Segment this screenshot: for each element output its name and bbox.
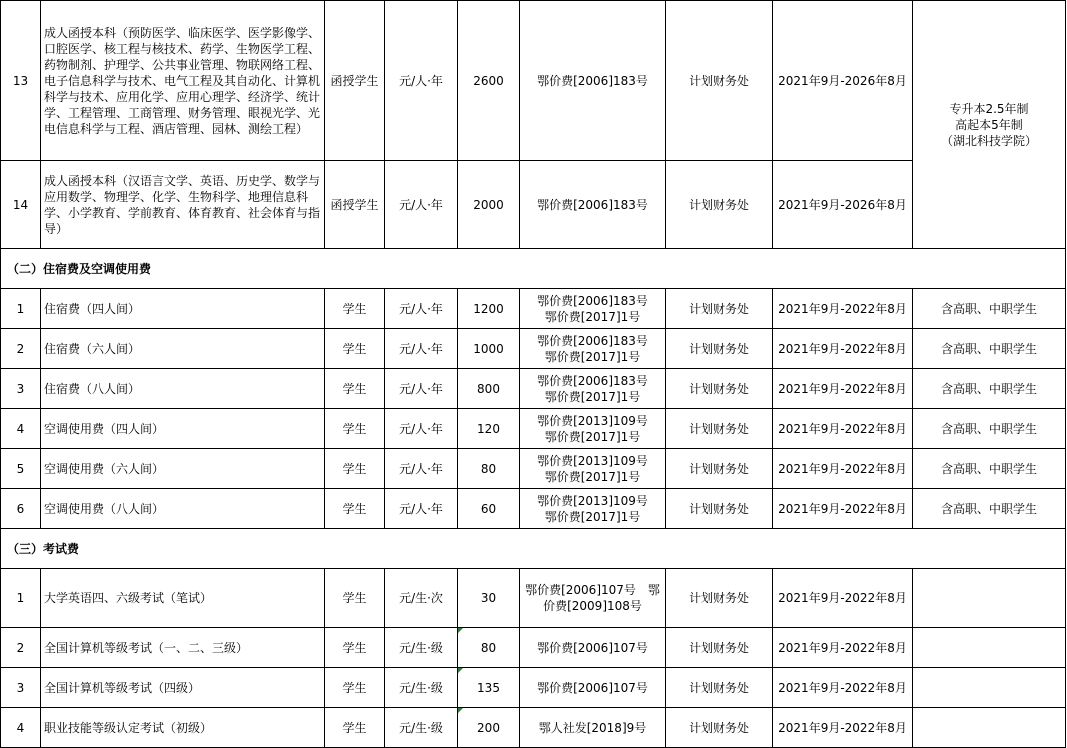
charge-department: 计划财务处 xyxy=(666,668,773,708)
table-row xyxy=(1,628,1066,668)
charge-period: 2021年9月-2022年8月 xyxy=(773,489,913,529)
charge-department: 计划财务处 xyxy=(666,708,773,748)
charge-department: 计划财务处 xyxy=(666,1,773,161)
charge-amount: 1200 xyxy=(458,289,520,329)
charge-period: 2021年9月-2022年8月 xyxy=(773,369,913,409)
row-number: 3 xyxy=(1,668,41,708)
charge-department: 计划财务处 xyxy=(666,329,773,369)
charge-amount: 80 xyxy=(458,449,520,489)
fee-item: 全国计算机等级考试（四级） xyxy=(41,668,325,708)
row-number: 1 xyxy=(1,289,41,329)
charge-period: 2021年9月-2026年8月 xyxy=(773,161,913,249)
basis-line: 鄂价费[2017]1号 xyxy=(544,389,641,404)
remark-cell xyxy=(913,1,1066,249)
charge-object: 学生 xyxy=(325,289,385,329)
remark-line: （湖北科技学院） xyxy=(940,133,1037,148)
charge-amount: 800 xyxy=(458,369,520,409)
charge-department: 计划财务处 xyxy=(666,161,773,249)
charge-object: 学生 xyxy=(325,628,385,668)
charge-amount: 60 xyxy=(458,489,520,529)
remark: 含高职、中职学生 xyxy=(913,409,1066,449)
remark: 含高职、中职学生 xyxy=(913,489,1066,529)
remark xyxy=(913,668,1066,708)
remark-line: 专升本2.5年制 xyxy=(949,101,1029,116)
fee-item: 职业技能等级认定考试（初级） xyxy=(41,708,325,748)
charge-period: 2021年9月-2022年8月 xyxy=(773,708,913,748)
section-header xyxy=(1,249,1066,289)
fee-item: 全国计算机等级考试（一、二、三级） xyxy=(41,628,325,668)
charge-object: 学生 xyxy=(325,409,385,449)
charge-object: 函授学生 xyxy=(325,161,385,249)
basis-line: 鄂价费[2006]107号 鄂 xyxy=(525,583,660,597)
charge-amount: 80 xyxy=(458,628,520,668)
charge-basis xyxy=(520,329,666,369)
fee-item: 空调使用费（四人间） xyxy=(41,409,325,449)
charge-object: 学生 xyxy=(325,369,385,409)
charge-period: 2021年9月-2022年8月 xyxy=(773,628,913,668)
charge-amount: 2000 xyxy=(458,161,520,249)
remark xyxy=(913,628,1066,668)
table-row xyxy=(1,329,1066,369)
row-number: 4 xyxy=(1,708,41,748)
charge-amount: 135 xyxy=(458,668,520,708)
basis-line: 鄂价费[2013]109号 xyxy=(537,453,648,468)
charge-department: 计划财务处 xyxy=(666,628,773,668)
charge-unit: 元/人·年 xyxy=(385,1,458,161)
section-body xyxy=(1,569,1066,748)
remark: 含高职、中职学生 xyxy=(913,449,1066,489)
charge-period: 2021年9月-2022年8月 xyxy=(773,289,913,329)
table-row xyxy=(1,668,1066,708)
charge-department: 计划财务处 xyxy=(666,409,773,449)
table-row xyxy=(1,369,1066,409)
basis-line: 鄂价费[2013]109号 xyxy=(537,493,648,508)
charge-department: 计划财务处 xyxy=(666,289,773,329)
table-row xyxy=(1,569,1066,628)
table-row xyxy=(1,708,1066,748)
charge-basis: 鄂价费[2006]183号 xyxy=(520,1,666,161)
basis-line: 鄂价费[2006]183号 xyxy=(537,373,648,388)
remark: 含高职、中职学生 xyxy=(913,329,1066,369)
charge-object: 学生 xyxy=(325,668,385,708)
row-number: 4 xyxy=(1,409,41,449)
charge-basis: 鄂价费[2006]183号 xyxy=(520,161,666,249)
charge-period: 2021年9月-2026年8月 xyxy=(773,1,913,161)
basis-line: 鄂价费[2006]183号 xyxy=(537,293,648,308)
fee-item: 住宿费（八人间） xyxy=(41,369,325,409)
charge-unit: 元/人·年 xyxy=(385,409,458,449)
charge-amount: 1000 xyxy=(458,329,520,369)
row-number: 2 xyxy=(1,628,41,668)
basis-line: 鄂价费[2006]183号 xyxy=(537,333,648,348)
charge-object: 函授学生 xyxy=(325,1,385,161)
charge-period: 2021年9月-2022年8月 xyxy=(773,668,913,708)
fee-item: 住宿费（六人间） xyxy=(41,329,325,369)
fee-item: 住宿费（四人间） xyxy=(41,289,325,329)
charge-period: 2021年9月-2022年8月 xyxy=(773,409,913,449)
table-row xyxy=(1,409,1066,449)
row-number: 1 xyxy=(1,569,41,628)
charge-unit: 元/生·级 xyxy=(385,668,458,708)
basis-line: 鄂价费[2017]1号 xyxy=(544,349,641,364)
section-header xyxy=(1,529,1066,569)
basis-line: 鄂价费[2017]1号 xyxy=(544,469,641,484)
section-title: （三）考试费 xyxy=(1,529,1066,569)
charge-department: 计划财务处 xyxy=(666,489,773,529)
row-number: 6 xyxy=(1,489,41,529)
charge-object: 学生 xyxy=(325,329,385,369)
fee-item: 大学英语四、六级考试（笔试） xyxy=(41,569,325,628)
fee-item: 空调使用费（八人间） xyxy=(41,489,325,529)
fee-item: 成人函授本科（预防医学、临床医学、医学影像学、口腔医学、核工程与核技术、药学、生物医学工程、药物制剂、护理学、公共事业管理、物联网络工程、电子信息科学与技术、电气工程及其自动化、计算机科学与技术、应用化学、应用心理学、经济学、统计学、工程管理、工商管理、财务管理、眼视光学、光电信息科学与工程、酒店管理、园林、测绘工程） xyxy=(41,1,325,161)
charge-department: 计划财务处 xyxy=(666,569,773,628)
charge-unit: 元/人·年 xyxy=(385,449,458,489)
charge-unit: 元/人·年 xyxy=(385,369,458,409)
table-row xyxy=(1,161,1066,249)
charge-unit: 元/生·级 xyxy=(385,628,458,668)
charge-amount: 200 xyxy=(458,708,520,748)
basis-line: 鄂价费[2006]107号 xyxy=(537,640,648,655)
charge-department: 计划财务处 xyxy=(666,369,773,409)
charge-unit: 元/人·年 xyxy=(385,161,458,249)
row-number: 2 xyxy=(1,329,41,369)
charge-amount: 30 xyxy=(458,569,520,628)
table-row xyxy=(1,289,1066,329)
section-title: （二）住宿费及空调使用费 xyxy=(1,249,1066,289)
row-number: 5 xyxy=(1,449,41,489)
charge-basis xyxy=(520,569,666,628)
basis-line: 鄂人社发[2018]9号 xyxy=(538,720,647,735)
charge-unit: 元/生·级 xyxy=(385,708,458,748)
basis-line: 鄂价费[2017]1号 xyxy=(544,429,641,444)
remark xyxy=(913,569,1066,628)
row-number: 13 xyxy=(1,1,41,161)
charge-period: 2021年9月-2022年8月 xyxy=(773,329,913,369)
charge-basis xyxy=(520,369,666,409)
charge-amount: 2600 xyxy=(458,1,520,161)
charge-basis xyxy=(520,409,666,449)
charge-basis xyxy=(520,708,666,748)
basis-line: 鄂价费[2006]107号 xyxy=(537,680,648,695)
basis-line: 价费[2009]108号 xyxy=(543,599,642,613)
section-body xyxy=(1,289,1066,529)
charge-basis xyxy=(520,628,666,668)
remark-line: 高起本5年制 xyxy=(955,117,1023,132)
charge-amount: 120 xyxy=(458,409,520,449)
table-row xyxy=(1,489,1066,529)
charge-object: 学生 xyxy=(325,449,385,489)
charge-department: 计划财务处 xyxy=(666,449,773,489)
fee-item: 成人函授本科（汉语言文学、英语、历史学、数学与应用数学、物理学、化学、生物科学、地理信息科学、小学教育、学前教育、体育教育、社会体育与指导） xyxy=(41,161,325,249)
charge-basis xyxy=(520,668,666,708)
charge-basis xyxy=(520,489,666,529)
charge-unit: 元/生·次 xyxy=(385,569,458,628)
table-row xyxy=(1,449,1066,489)
remark: 含高职、中职学生 xyxy=(913,369,1066,409)
charge-unit: 元/人·年 xyxy=(385,329,458,369)
row-number: 3 xyxy=(1,369,41,409)
table-row xyxy=(1,1,1066,161)
basis-line: 鄂价费[2013]109号 xyxy=(537,413,648,428)
charge-unit: 元/人·年 xyxy=(385,289,458,329)
charge-object: 学生 xyxy=(325,489,385,529)
basis-line: 鄂价费[2017]1号 xyxy=(544,509,641,524)
charge-object: 学生 xyxy=(325,569,385,628)
row-number: 14 xyxy=(1,161,41,249)
charge-basis xyxy=(520,449,666,489)
charge-period: 2021年9月-2022年8月 xyxy=(773,449,913,489)
charge-basis xyxy=(520,289,666,329)
charge-unit: 元/人·年 xyxy=(385,489,458,529)
remark xyxy=(913,708,1066,748)
remark: 含高职、中职学生 xyxy=(913,289,1066,329)
fee-item: 空调使用费（六人间） xyxy=(41,449,325,489)
charge-period: 2021年9月-2022年8月 xyxy=(773,569,913,628)
basis-line: 鄂价费[2017]1号 xyxy=(544,309,641,324)
charge-object: 学生 xyxy=(325,708,385,748)
